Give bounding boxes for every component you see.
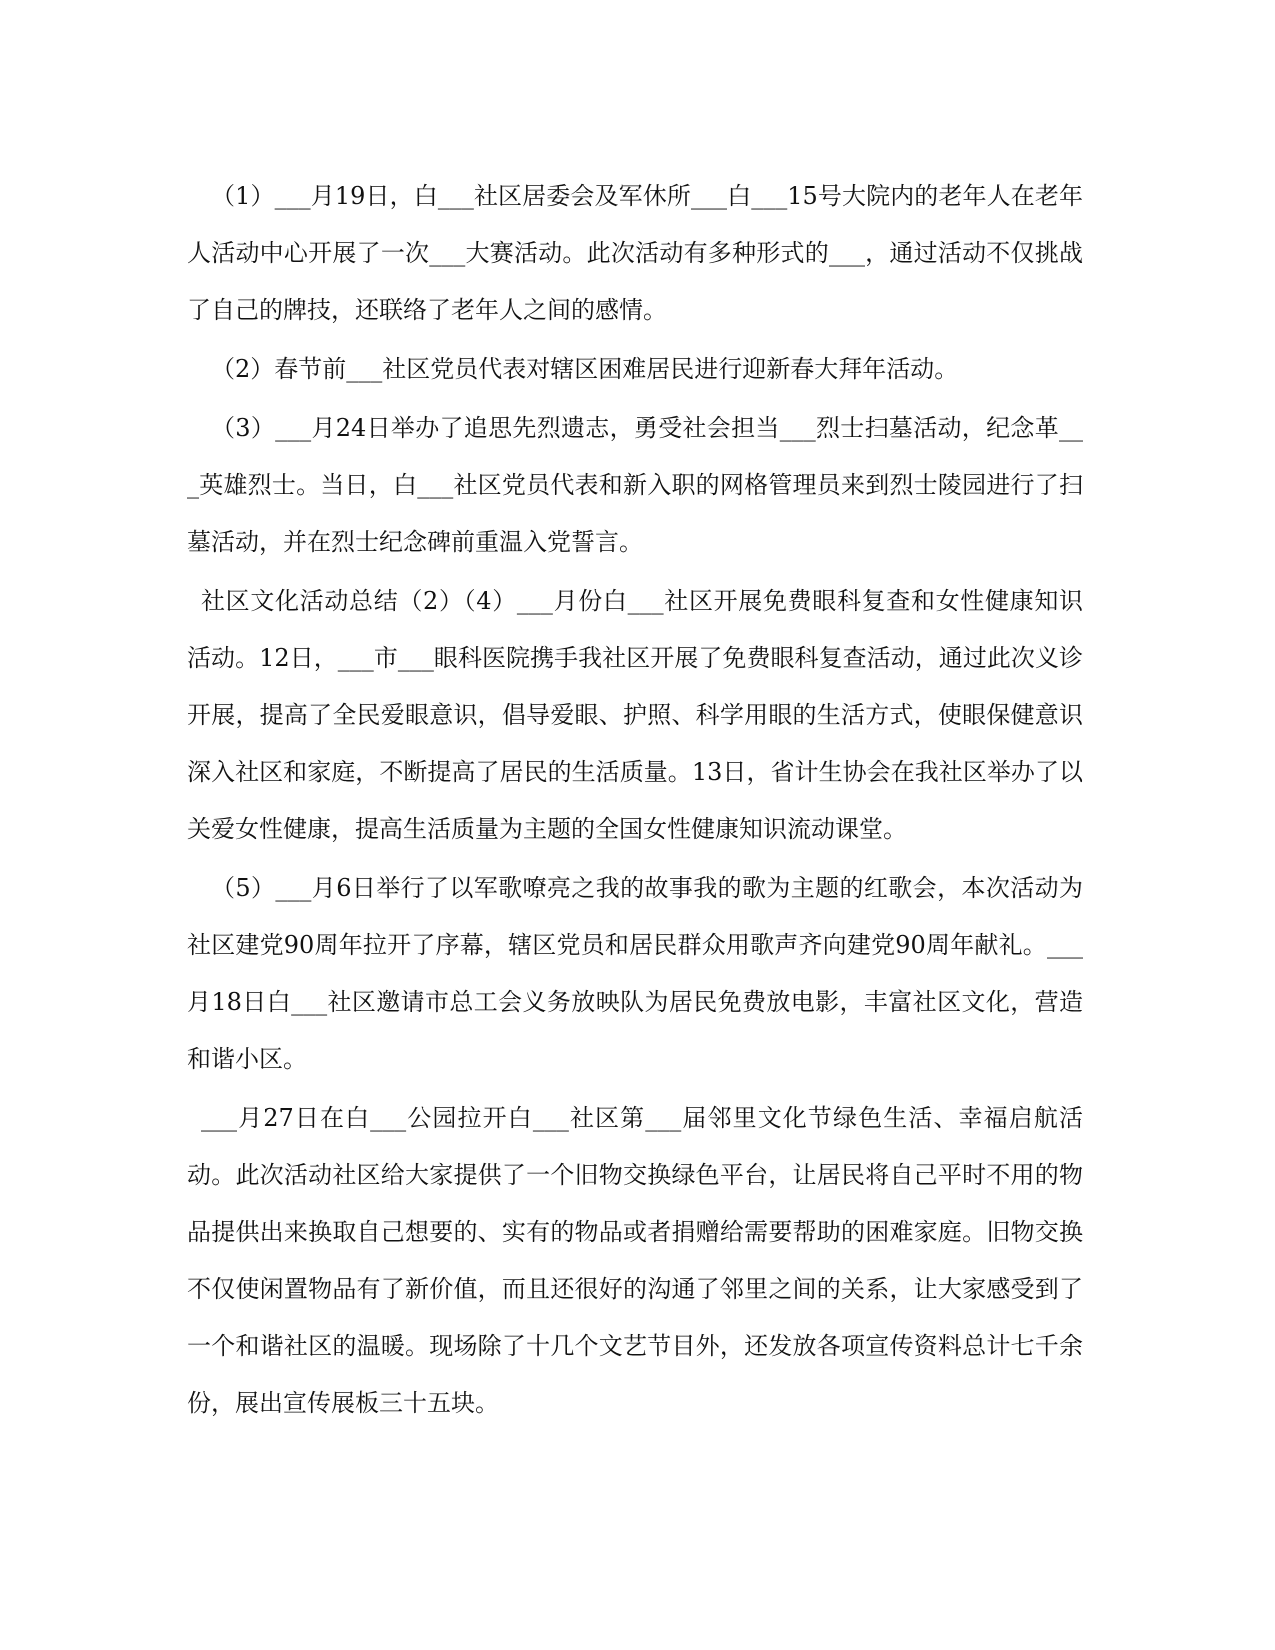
paragraph-4: 社区文化活动总结（2）（4）___月份白___社区开展免费眼科复查和女性健康知识活动。12日，___市___眼科医院携手我社区开展了免费眼科复查活动，通过此次义诊开展，提高了全民爱眼意识，倡导爱眼、护照、科学用眼的生活方式，使眼保健意识深入社区和家庭，不断提高了居民的生活质量。13日，省计生协会在我社区举办了以关爱女性健康，提高生活质量为主题的全国女性健康知识流动课堂。 xyxy=(187,587,1083,843)
paragraph-1: （1）___月19日，白___社区居委会及军休所___白___15号大院内的老年人在老年人活动中心开展了一次___大赛活动。此次活动有多种形式的___，通过活动不仅挑战了自己的牌技，还联络了老年人之间的感情。 xyxy=(187,182,1083,324)
document-body xyxy=(187,168,1083,1434)
paragraph-3: （3）___月24日举办了追思先烈遗志，勇受社会担当___烈士扫墓活动，纪念革___英雄烈士。当日，白___社区党员代表和新入职的网格管理员来到烈士陵园进行了扫墓活动，并在烈士纪念碑前重温入党誓言。 xyxy=(187,414,1083,556)
paragraph-2: （2）春节前___社区党员代表对辖区困难居民进行迎新春大拜年活动。 xyxy=(211,355,959,383)
paragraph-5: （5）___月6日举行了以军歌嘹亮之我的故事我的歌为主题的红歌会，本次活动为社区建党90周年拉开了序幕，辖区党员和居民群众用歌声齐向建党90周年献礼。___月18日白___社区邀请市总工会义务放映队为居民免费放电影，丰富社区文化，营造和谐小区。 xyxy=(187,874,1083,1073)
paragraph-6: ___月27日在白___公园拉开白___社区第___届邻里文化节绿色生活、幸福启航活动。此次活动社区给大家提供了一个旧物交换绿色平台，让居民将自己平时不用的物品提供出来换取自己想要的、实有的物品或者捐赠给需要帮助的困难家庭。旧物交换不仅使闲置物品有了新价值，而且还很好的沟通了邻里之间的关系，让大家感受到了一个和谐社区的温暖。现场除了十几个文艺节目外，还发放各项宣传资料总计七千余份，展出宣传展板三十五块。 xyxy=(187,1104,1083,1417)
